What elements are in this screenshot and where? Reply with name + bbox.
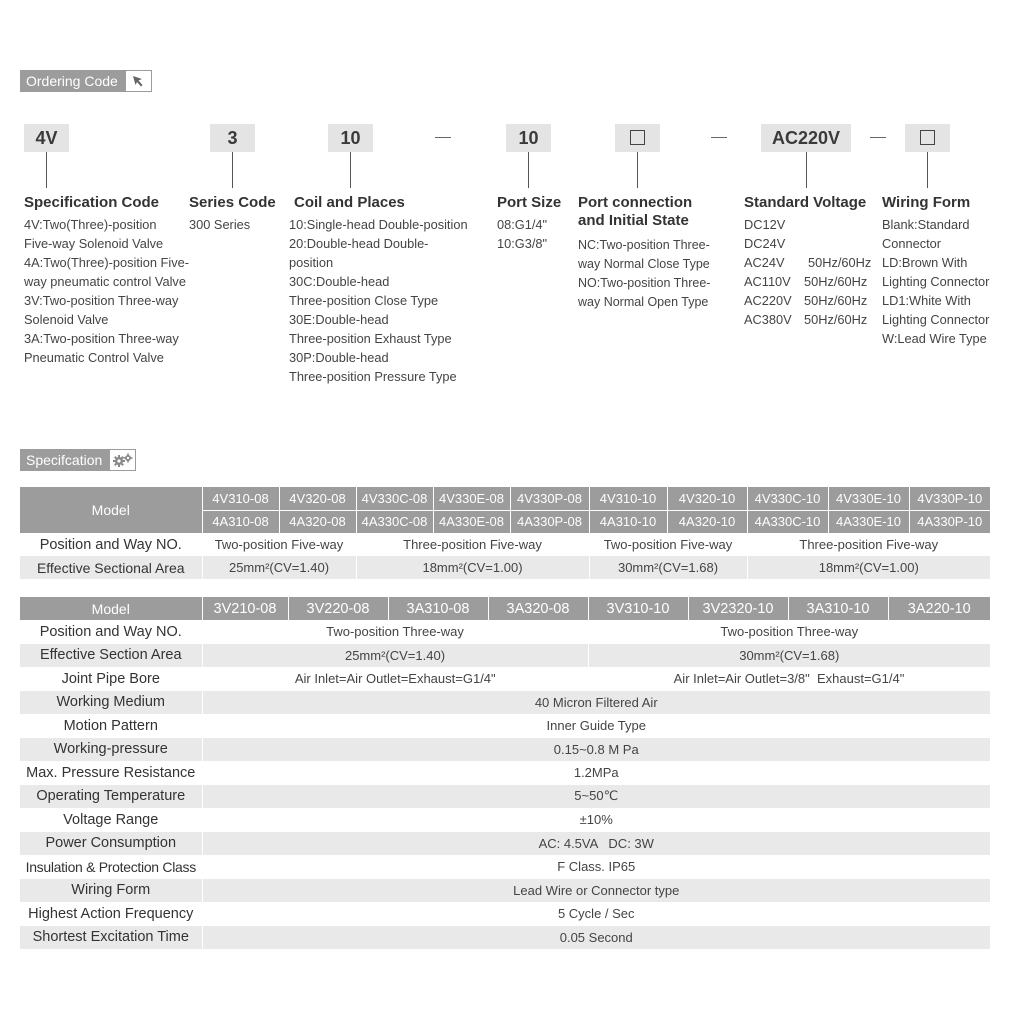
table-row bbox=[20, 644, 990, 668]
column-line: NC:Two-position Three- bbox=[578, 238, 710, 252]
column-line: 08:G1/4" bbox=[497, 217, 548, 232]
row-value: Lead Wire or Connector type bbox=[513, 882, 680, 898]
row-value: Three-position Five-way bbox=[356, 533, 589, 556]
model-cell: 3V310-10 bbox=[588, 597, 688, 620]
code-separator-dash bbox=[711, 137, 727, 138]
specification-title: Specifcation bbox=[20, 449, 110, 471]
row-value: 25mm²(CV=1.40) bbox=[202, 644, 588, 668]
row-label: Working Medium bbox=[20, 691, 202, 715]
connector-line bbox=[46, 152, 47, 188]
column-heading: Wiring Form bbox=[882, 194, 971, 211]
row-value: Inner Guide Type bbox=[546, 718, 646, 734]
blank-square-icon bbox=[920, 130, 935, 145]
column-line: 20:Double-head Double- bbox=[289, 236, 429, 251]
model-cell: 3V210-08 bbox=[202, 597, 288, 620]
column-line: Lighting Connector bbox=[882, 312, 990, 327]
row-value: AC: 4.5VA DC: 3W bbox=[538, 835, 654, 851]
row-value: 0.15~0.8 M Pa bbox=[553, 741, 639, 757]
model-cell: 4A330E-10 bbox=[828, 510, 909, 533]
row-value: 40 Micron Filtered Air bbox=[534, 694, 658, 710]
code-box-coil: 10 bbox=[328, 124, 373, 152]
code-box-voltage: AC220V bbox=[761, 124, 851, 152]
model-cell: 4A330E-08 bbox=[433, 510, 510, 533]
row-value: Air Inlet=Air Outlet=3/8" Exhaust=G1/4" bbox=[673, 671, 905, 687]
spec-table-3v-3a bbox=[20, 597, 990, 949]
table-header-row bbox=[20, 597, 990, 620]
column-line: LD1:White With bbox=[882, 293, 971, 308]
column-line: W:Lead Wire Type bbox=[882, 331, 987, 346]
row-value: 5~50℃ bbox=[574, 788, 619, 804]
row-value: Two-position Five-way bbox=[202, 533, 356, 556]
column-line: 4A:Two(Three)-position Five- bbox=[24, 255, 189, 270]
row-label: Position and Way NO. bbox=[20, 620, 202, 644]
model-cell: 4V310-10 bbox=[589, 487, 667, 510]
code-box-spec: 4V bbox=[24, 124, 69, 152]
column-line: 10:G3/8" bbox=[497, 236, 548, 251]
row-value: Two-position Three-way bbox=[720, 624, 859, 640]
model-cell: 3A320-08 bbox=[488, 597, 588, 620]
code-separator-dash bbox=[870, 137, 886, 138]
row-label: Operating Temperature bbox=[20, 785, 202, 809]
column-line: 3A:Two-position Three-way bbox=[24, 331, 179, 346]
row-label: Motion Pattern bbox=[20, 714, 202, 738]
model-cell: 4V320-10 bbox=[667, 487, 747, 510]
spec-code-column bbox=[24, 194, 189, 367]
model-cell: 3V2320-10 bbox=[688, 597, 788, 620]
voltage-row: AC380V 50Hz/60Hz bbox=[744, 312, 868, 327]
column-line: LD:Brown With bbox=[882, 255, 968, 270]
table-row bbox=[20, 808, 990, 832]
row-label: Working-pressure bbox=[20, 738, 202, 762]
voltage-row: DC24V bbox=[744, 236, 786, 251]
code-separator-dash bbox=[435, 137, 451, 138]
model-cell: 3A220-10 bbox=[907, 600, 971, 617]
wiring-form-column bbox=[882, 194, 989, 348]
connector-line bbox=[806, 152, 807, 188]
series-code-column bbox=[189, 194, 276, 234]
row-label: Position and Way NO. bbox=[20, 533, 202, 556]
port-size-column bbox=[497, 194, 561, 253]
cursor-arrow-icon bbox=[126, 70, 152, 92]
connector-line bbox=[927, 152, 928, 188]
column-line: 30E:Double-head bbox=[289, 312, 389, 327]
row-value: 25mm²(CV=1.40) bbox=[202, 556, 356, 579]
row-value: 18mm²(CV=1.00) bbox=[818, 560, 919, 575]
column-line: Three-position Close Type bbox=[289, 293, 439, 308]
column-heading: Standard Voltage bbox=[744, 194, 867, 211]
column-heading: Port Size bbox=[497, 194, 562, 211]
row-label: Joint Pipe Bore bbox=[20, 667, 202, 691]
connector-line bbox=[637, 152, 638, 188]
row-value: 1.2MPa bbox=[573, 765, 619, 781]
table-row bbox=[20, 926, 990, 950]
row-value: 18mm²(CV=1.00) bbox=[356, 556, 589, 579]
model-header: Model bbox=[20, 487, 202, 533]
row-value: 30mm²(CV=1.68) bbox=[739, 647, 840, 663]
row-label: Effective Sectional Area bbox=[20, 556, 202, 579]
column-heading: Coil and Places bbox=[294, 194, 405, 211]
row-label: Power Consumption bbox=[20, 832, 202, 856]
voltage-row: AC220V 50Hz/60Hz bbox=[744, 293, 868, 308]
connector-line bbox=[350, 152, 351, 188]
model-cell: 3V220-08 bbox=[288, 597, 388, 620]
column-line: Three-position Pressure Type bbox=[289, 369, 457, 384]
gears-icon bbox=[110, 449, 136, 471]
blank-square-icon bbox=[630, 130, 645, 145]
connector-line bbox=[232, 152, 233, 188]
model-cell: 4A310-10 bbox=[589, 510, 667, 533]
table-row bbox=[20, 855, 990, 879]
row-label: Shortest Excitation Time bbox=[20, 926, 202, 950]
column-line: NO:Two-position Three- bbox=[578, 276, 711, 290]
code-box-wiring bbox=[905, 124, 950, 152]
code-box-port-size: 10 bbox=[506, 124, 551, 152]
model-cell: 4V330E-10 bbox=[828, 487, 909, 510]
column-heading: Series Code bbox=[189, 194, 276, 211]
column-line: Connector bbox=[882, 236, 942, 251]
column-line: Five-way Solenoid Valve bbox=[24, 236, 164, 251]
ordering-code-tab bbox=[20, 70, 152, 92]
model-cell: 4A330C-08 bbox=[356, 510, 433, 533]
model-cell: 4V330P-10 bbox=[917, 490, 983, 506]
code-box-port-connection bbox=[615, 124, 660, 152]
model-cell: 3A310-08 bbox=[388, 597, 488, 620]
model-cell: 4V330P-08 bbox=[510, 487, 589, 510]
row-label: Insulation & Protection Class bbox=[20, 855, 202, 879]
standard-voltage-column bbox=[744, 194, 871, 329]
row-label: Effective Section Area bbox=[20, 644, 202, 668]
column-line: 3V:Two-position Three-way bbox=[24, 293, 179, 308]
voltage-row: AC24V 50Hz/60Hz bbox=[744, 255, 872, 270]
voltage-row: DC12V bbox=[744, 217, 786, 232]
row-label: Highest Action Frequency bbox=[20, 902, 202, 926]
column-line: 10:Single-head Double-position bbox=[289, 217, 468, 232]
table-row bbox=[20, 556, 990, 579]
row-value: ±10% bbox=[579, 812, 613, 828]
column-line: Solenoid Valve bbox=[24, 312, 109, 327]
column-line: position bbox=[289, 255, 334, 270]
column-line: 300 Series bbox=[189, 217, 251, 232]
row-label: Voltage Range bbox=[20, 808, 202, 832]
ordering-code-title: Ordering Code bbox=[20, 70, 126, 92]
column-line: 4V:Two(Three)-position bbox=[24, 217, 157, 232]
model-cell: 4A320-08 bbox=[279, 510, 356, 533]
table-row bbox=[20, 761, 990, 785]
column-heading: Specification Code bbox=[24, 194, 160, 211]
column-line: Blank:Standard bbox=[882, 217, 970, 232]
row-label: Max. Pressure Resistance bbox=[20, 761, 202, 785]
model-cell: 4V330C-08 bbox=[356, 487, 433, 510]
model-cell: 4A330P-08 bbox=[510, 510, 589, 533]
row-label: Wiring Form bbox=[20, 879, 202, 903]
code-box-series: 3 bbox=[210, 124, 255, 152]
column-line: way Normal Close Type bbox=[578, 257, 710, 271]
row-value: Two-position Three-way bbox=[202, 620, 588, 644]
table-row bbox=[20, 879, 990, 903]
model-cell: 4A310-08 bbox=[202, 510, 279, 533]
column-line: 30P:Double-head bbox=[289, 350, 389, 365]
voltage-row: AC110V 50Hz/60Hz bbox=[744, 274, 868, 289]
row-value: 0.05 Second bbox=[559, 929, 633, 945]
column-heading: and Initial State bbox=[578, 212, 689, 229]
model-header: Model bbox=[20, 597, 202, 620]
column-line: Three-position Exhaust Type bbox=[289, 331, 452, 346]
table-row bbox=[20, 785, 990, 809]
row-value: 5 Cycle / Sec bbox=[557, 906, 635, 922]
model-cell: 3A310-10 bbox=[788, 597, 888, 620]
column-heading: Port connection bbox=[578, 194, 693, 211]
model-cell: 4A330P-10 bbox=[917, 514, 983, 530]
table-row bbox=[20, 667, 990, 691]
table-row bbox=[20, 738, 990, 762]
model-cell: 4V330C-10 bbox=[747, 487, 828, 510]
table-row bbox=[20, 832, 990, 856]
row-value: Two-position Five-way bbox=[589, 533, 747, 556]
column-line: way Normal Open Type bbox=[578, 295, 709, 309]
row-value: Air Inlet=Air Outlet=Exhaust=G1/4" bbox=[294, 671, 496, 687]
model-cell: 4V310-08 bbox=[202, 487, 279, 510]
row-value: Three-position Five-way bbox=[799, 537, 939, 552]
table-row bbox=[20, 620, 990, 644]
model-cell: 4A320-10 bbox=[667, 510, 747, 533]
port-connection-column bbox=[578, 194, 710, 312]
column-line: 30C:Double-head bbox=[289, 274, 390, 289]
model-cell: 4V330E-08 bbox=[433, 487, 510, 510]
specification-tab bbox=[20, 449, 136, 471]
table-row bbox=[20, 902, 990, 926]
row-value: 30mm²(CV=1.68) bbox=[589, 556, 747, 579]
coil-places-column bbox=[289, 194, 468, 386]
column-line: way pneumatic control Valve bbox=[24, 274, 186, 289]
table-row bbox=[20, 714, 990, 738]
row-value: F Class. IP65 bbox=[557, 859, 636, 875]
spec-table-4v-4a bbox=[20, 487, 990, 579]
table-row bbox=[20, 691, 990, 715]
column-line: Lighting Connector bbox=[882, 274, 990, 289]
table-header-row bbox=[20, 487, 990, 510]
table-row bbox=[20, 533, 990, 556]
model-cell: 4A330C-10 bbox=[747, 510, 828, 533]
model-cell: 4V320-08 bbox=[279, 487, 356, 510]
connector-line bbox=[528, 152, 529, 188]
column-line: Pneumatic Control Valve bbox=[24, 350, 164, 365]
